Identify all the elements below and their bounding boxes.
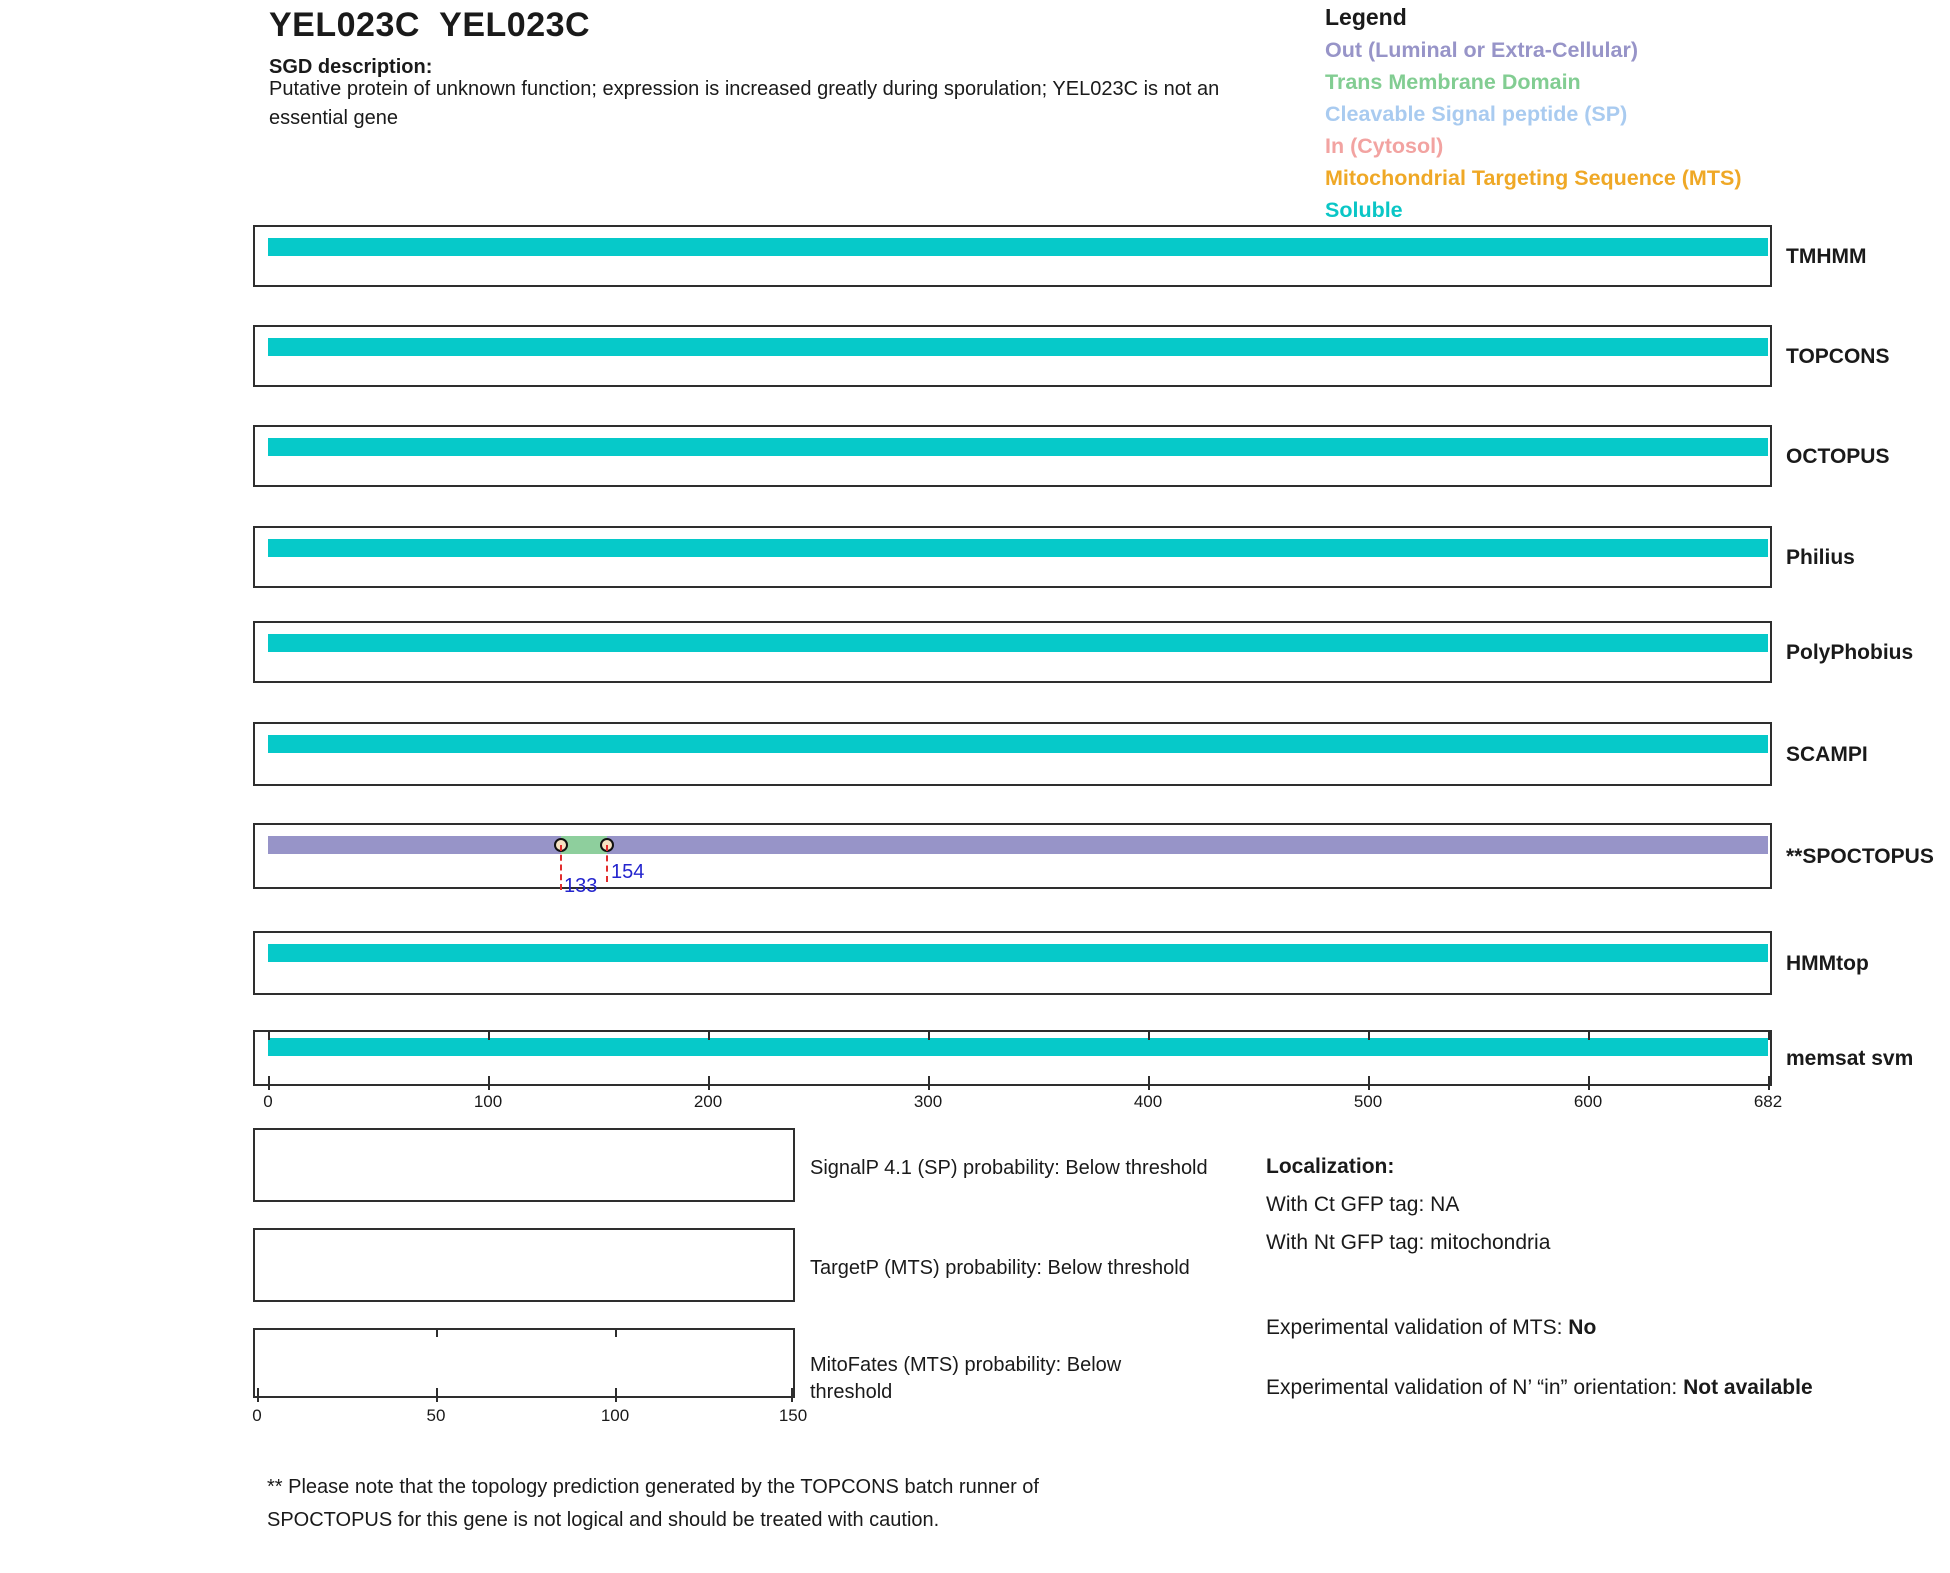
axis-tick-label: 150 <box>778 1406 808 1425</box>
axis-tick-label: 400 <box>1133 1092 1163 1111</box>
axis-tick <box>268 1032 270 1040</box>
out-region-bar <box>268 836 1768 854</box>
localization-heading: Localization: <box>1266 1155 1395 1178</box>
axis-tick <box>1768 1032 1770 1040</box>
axis-tick-label: 200 <box>693 1092 723 1111</box>
track-label-octopus: OCTOPUS <box>1786 445 1890 468</box>
soluble-bar <box>268 539 1768 557</box>
axis-tick <box>615 1330 617 1337</box>
axis-tick <box>615 1388 617 1402</box>
axis-tick <box>488 1076 490 1090</box>
mts-validation <box>1266 1311 1596 1344</box>
track-box-octopus <box>253 425 1772 487</box>
axis-tick-label: 682 <box>1753 1092 1783 1111</box>
signalp-label: SignalP 4.1 (SP) probability: Below threshold <box>810 1157 1208 1179</box>
axis-tick <box>928 1076 930 1090</box>
legend-item-in: In (Cytosol) <box>1325 134 1444 158</box>
axis-tick <box>1368 1032 1370 1040</box>
track-label-philius: Philius <box>1786 546 1855 569</box>
axis-tick <box>1768 1076 1770 1090</box>
soluble-bar <box>268 1038 1768 1056</box>
axis-tick-label: 500 <box>1353 1092 1383 1111</box>
axis-tick <box>1588 1076 1590 1090</box>
axis-tick <box>1148 1076 1150 1090</box>
track-box-spoctopus <box>253 823 1772 897</box>
axis-tick <box>791 1388 793 1402</box>
sgd-description-line2: essential gene <box>269 107 398 129</box>
sgd-description-label: SGD description: <box>269 56 433 78</box>
axis-tick-label: 600 <box>1573 1092 1603 1111</box>
soluble-bar <box>268 634 1768 652</box>
track-label-hmmtop: HMMtop <box>1786 952 1869 975</box>
axis-tick <box>436 1388 438 1402</box>
page-title: YEL023C YEL023C <box>269 6 591 44</box>
spoctopus-caution-note: ** Please note that the topology prediction generated by the TOPCONS batch runner of SPOCTOPUS for this gene is not logical and should be treated with caution. <box>267 1476 1039 1531</box>
track-label-polyphobius: PolyPhobius <box>1786 641 1914 664</box>
orientation-validation-label: Experimental validation of N’ “in” orientation: <box>1266 1376 1684 1399</box>
soluble-bar <box>268 238 1768 256</box>
axis-tick <box>257 1388 259 1402</box>
axis-tick <box>1368 1076 1370 1090</box>
axis-tick-label: 300 <box>913 1092 943 1111</box>
axis-tick <box>708 1032 710 1040</box>
mts-validation-value: No <box>1568 1316 1597 1339</box>
track-label-memsat: memsat svm <box>1786 1047 1914 1070</box>
axis-tick <box>1588 1032 1590 1040</box>
track-label-topcons: TOPCONS <box>1786 345 1890 368</box>
soluble-bar <box>268 338 1768 356</box>
axis-tick-label: 0 <box>263 1092 273 1111</box>
axis-tick <box>436 1330 438 1337</box>
targetp-label: TargetP (MTS) probability: Below threshold <box>810 1257 1190 1279</box>
axis-tick-label: 0 <box>252 1406 262 1425</box>
track-box-memsat <box>253 1030 1772 1086</box>
legend-item-sp: Cleavable Signal peptide (SP) <box>1325 102 1628 126</box>
track-box-tmhmm <box>253 225 1772 287</box>
legend-item-out: Out (Luminal or Extra-Cellular) <box>1325 38 1638 62</box>
mitofates-label: MitoFates (MTS) probability: Below threshold <box>810 1354 1122 1403</box>
nt-gfp-localization: With Nt GFP tag: mitochondria <box>1266 1231 1551 1254</box>
tm-start-marker-line <box>560 845 562 890</box>
legend-item-soluble: Soluble <box>1325 198 1403 222</box>
track-box-polyphobius <box>253 621 1772 683</box>
soluble-bar <box>268 735 1768 753</box>
track-label-tmhmm: TMHMM <box>1786 245 1867 268</box>
orientation-validation-value: Not available <box>1683 1376 1813 1399</box>
track-box-hmmtop <box>253 931 1772 995</box>
sgd-description-line1: Putative protein of unknown function; expression is increased greatly during sporulation; YEL023C is not an <box>269 78 1220 100</box>
track-box-scampi <box>253 722 1772 786</box>
legend-item-tm: Trans Membrane Domain <box>1325 70 1581 94</box>
track-box-philius <box>253 526 1772 588</box>
soluble-bar <box>268 438 1768 456</box>
axis-tick <box>488 1032 490 1040</box>
axis-tick-label: 100 <box>473 1092 503 1111</box>
signalp-plot <box>253 1128 795 1202</box>
track-box-topcons <box>253 325 1772 387</box>
tm-end-position: 154 <box>611 861 645 883</box>
orientation-validation <box>1266 1371 1831 1404</box>
legend-heading: Legend <box>1325 4 1407 30</box>
ct-gfp-localization: With Ct GFP tag: NA <box>1266 1193 1460 1216</box>
soluble-bar <box>268 944 1768 962</box>
legend-item-mts: Mitochondrial Targeting Sequence (MTS) <box>1325 166 1742 190</box>
tm-end-marker-line <box>606 845 608 882</box>
axis-tick <box>708 1076 710 1090</box>
targetp-plot <box>253 1228 795 1302</box>
axis-tick <box>928 1032 930 1040</box>
mitofates-plot <box>253 1328 795 1398</box>
axis-tick-label: 50 <box>426 1406 446 1425</box>
axis-tick <box>1148 1032 1150 1040</box>
tm-start-position: 133 <box>564 875 598 897</box>
track-label-spoctopus: **SPOCTOPUS <box>1786 845 1934 868</box>
axis-tick-label: 100 <box>600 1406 630 1425</box>
mts-validation-label: Experimental validation of MTS: <box>1266 1316 1569 1339</box>
axis-tick <box>268 1076 270 1090</box>
track-label-scampi: SCAMPI <box>1786 743 1868 766</box>
